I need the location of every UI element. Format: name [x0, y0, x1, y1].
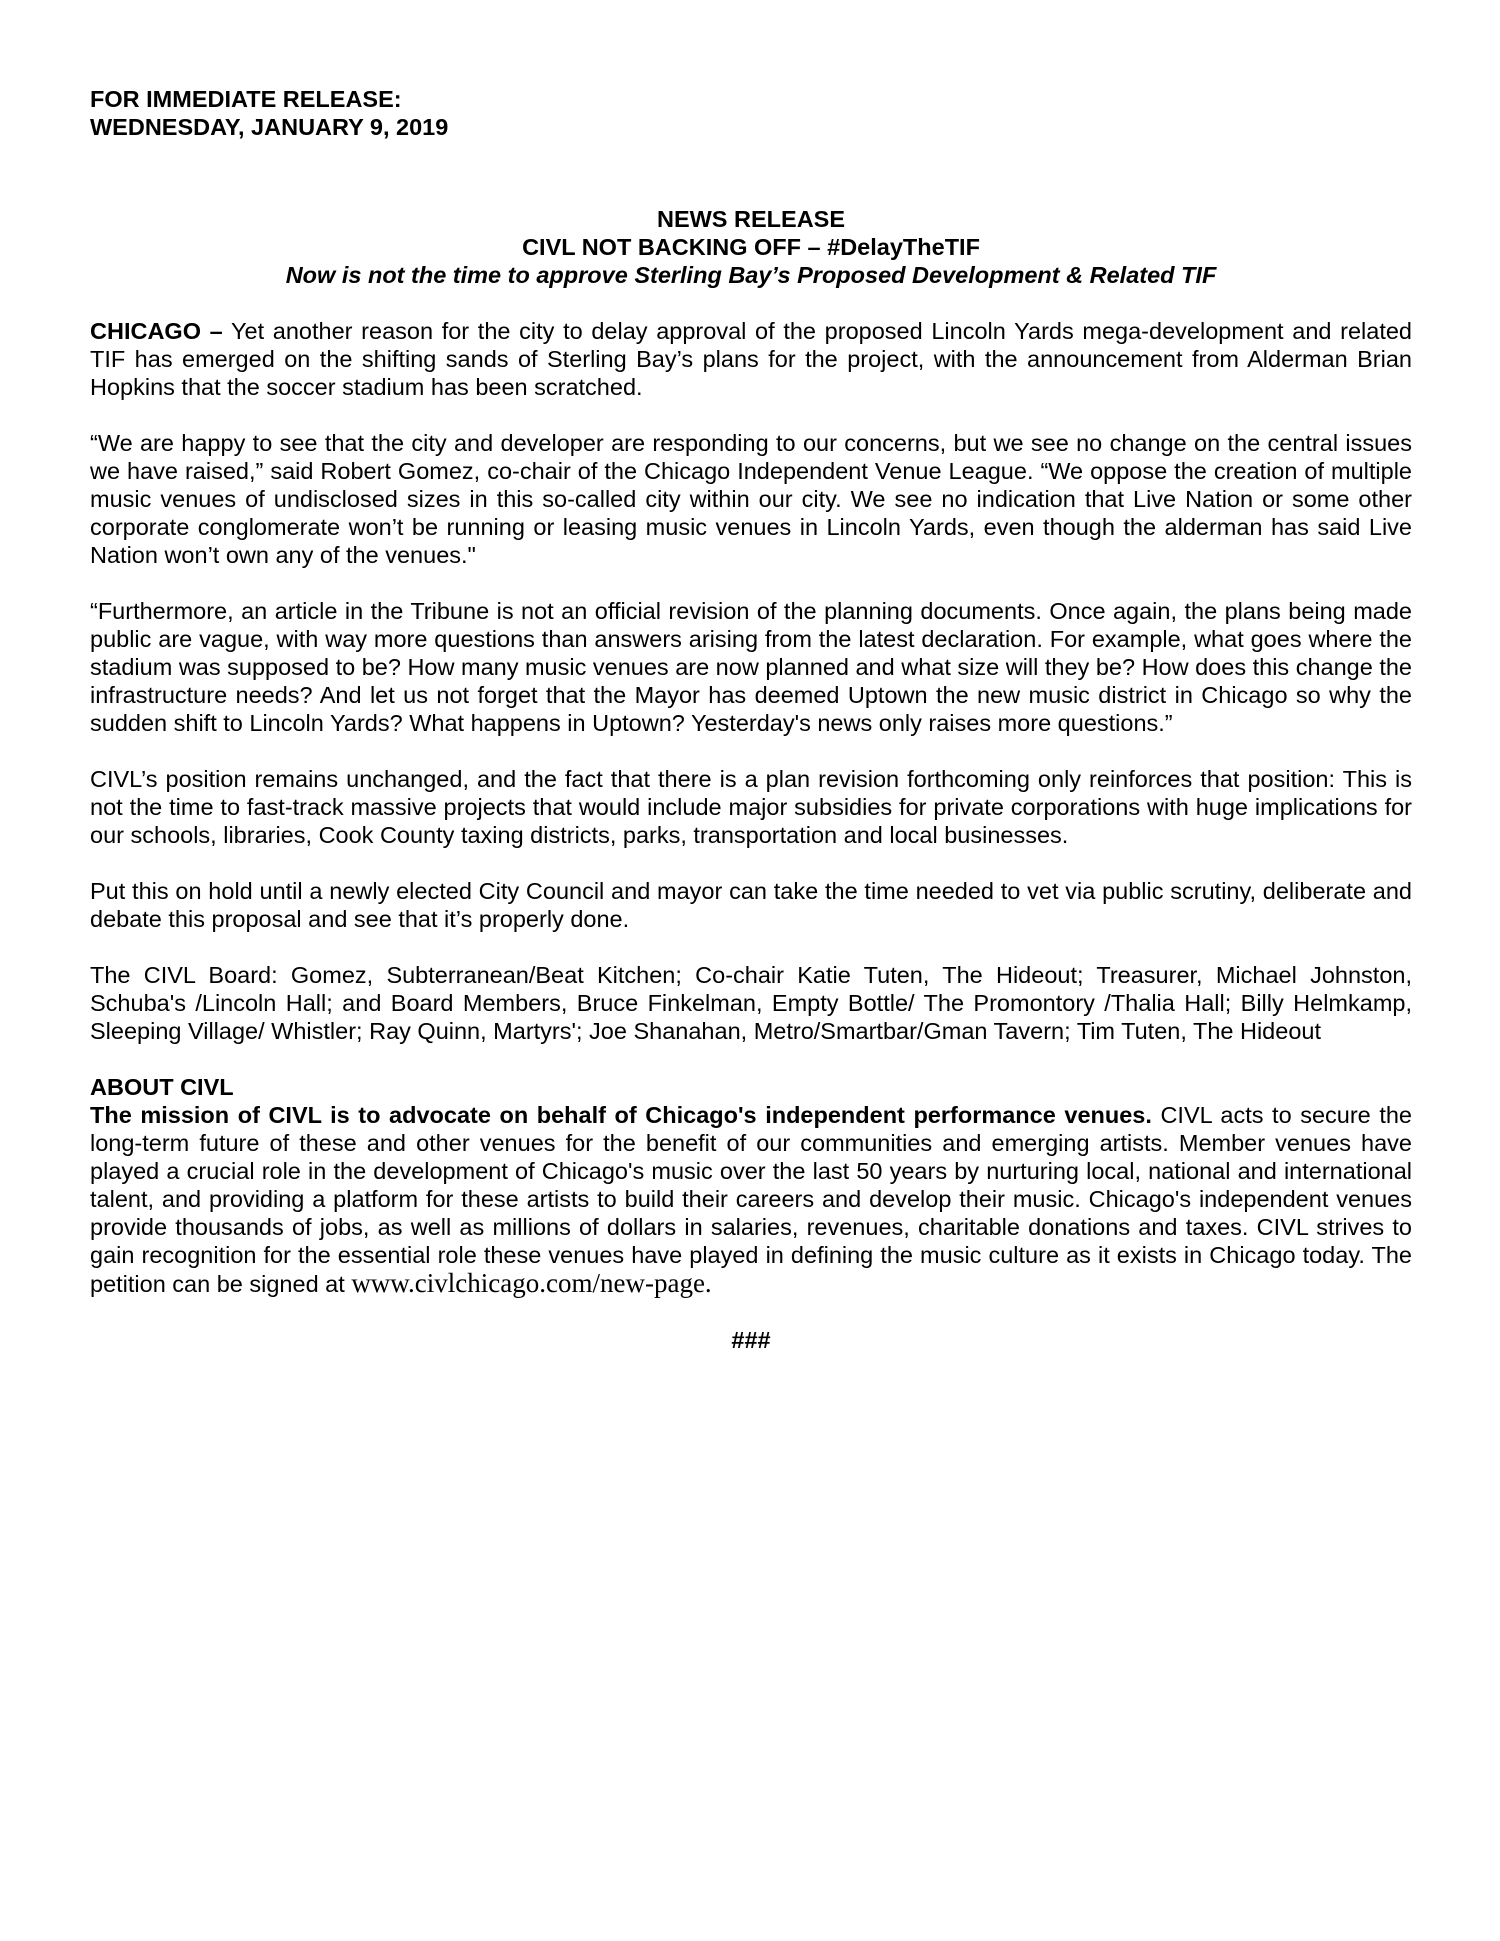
press-release-page [90, 85, 1412, 1354]
news-release-label: NEWS RELEASE [656, 206, 846, 232]
headline: CIVL NOT BACKING OFF – #DelayTheTIF [522, 234, 980, 260]
dateline: CHICAGO – [90, 318, 223, 344]
about-text: CIVL acts to secure the long-term future of these and other venues for the benefit of our communities and emerging artists. Member venues have played a crucial role in the development of Chicago's music over the last 50 years by nurturing local, national and international talent, and providing a platform for these artists to build their careers and develop their music. Chicago's independent venues provide thousands of jobs, as well as millions of dollars in salaries, revenues, charitable donations and taxes. CIVL strives to gain recognition for the essential role these venues have played in defining the music culture as it exists in Chicago today. The petition can be signed at [90, 1102, 1412, 1297]
title-block [90, 205, 1412, 289]
mission-statement: The mission of CIVL is to advocate on behalf of Chicago's independent performance venues. [90, 1102, 1152, 1128]
about-paragraph [90, 1101, 1412, 1298]
hold-paragraph: Put this on hold until a newly elected City Council and mayor can take the time needed to vet via public scrutiny, deliberate and debate this proposal and see that it’s properly done. [90, 878, 1412, 932]
release-header [90, 85, 1412, 141]
quote-paragraph-2: “Furthermore, an article in the Tribune is not an official revision of the planning documents. Once again, the plans being made public are vague, with way more questions than answers arising from the latest declaration. For example, what goes where the stadium was supposed to be? How many music venues are now planned and what size will they be? How does this change the infrastructure needs? And let us not forget that the Mayor has deemed Uptown the new music district in Chicago so why the sudden shift to Lincoln Yards? What happens in Uptown? Yesterday's news only raises more questions.” [90, 598, 1412, 736]
board-paragraph: The CIVL Board: Gomez, Subterranean/Beat Kitchen; Co-chair Katie Tuten, The Hideout; Treasurer, Michael Johnston, Schuba's /Lincoln Hall; and Board Members, Bruce Finkelman, Empty Bottle/ The Promontory /Thalia Hall; Billy Helmkamp, Sleeping Village/ Whistler; Ray Quinn, Martyrs'; Joe Shanahan, Metro/Smartbar/Gman Tavern; Tim Tuten, The Hideout [90, 962, 1412, 1044]
end-mark: ### [731, 1327, 771, 1353]
position-paragraph: CIVL’s position remains unchanged, and the fact that there is a plan revision forthcoming only reinforces that position: This is not the time to fast-track massive projects that would include major subsidies for private corporations with huge implications for our schools, libraries, Cook County taxing districts, parks, transportation and local businesses. [90, 766, 1412, 848]
immediate-release-line: FOR IMMEDIATE RELEASE: [90, 86, 402, 112]
about-heading: ABOUT CIVL [90, 1074, 234, 1100]
subheadline: Now is not the time to approve Sterling Bay’s Proposed Development & Related TIF [285, 262, 1217, 288]
lead-text: Yet another reason for the city to delay approval of the proposed Lincoln Yards mega-development and related TIF has emerged on the shifting sands of Sterling Bay’s plans for the project, with the announcement from Alderman Brian Hopkins that the soccer stadium has been scratched. [90, 318, 1412, 400]
petition-url: www.civlchicago.com/new-page. [351, 1268, 712, 1298]
quote-paragraph-1: “We are happy to see that the city and developer are responding to our concerns, but we see no change on the central issues we have raised,” said Robert Gomez, co-chair of the Chicago Independent Venue League. “We oppose the creation of multiple music venues of undisclosed sizes in this so-called city within our city. We see no indication that Live Nation or some other corporate conglomerate won’t be running or leasing music venues in Lincoln Yards, even though the alderman has said Live Nation won’t own any of the venues." [90, 430, 1412, 568]
release-date: WEDNESDAY, JANUARY 9, 2019 [90, 114, 449, 140]
lead-paragraph [90, 317, 1412, 401]
